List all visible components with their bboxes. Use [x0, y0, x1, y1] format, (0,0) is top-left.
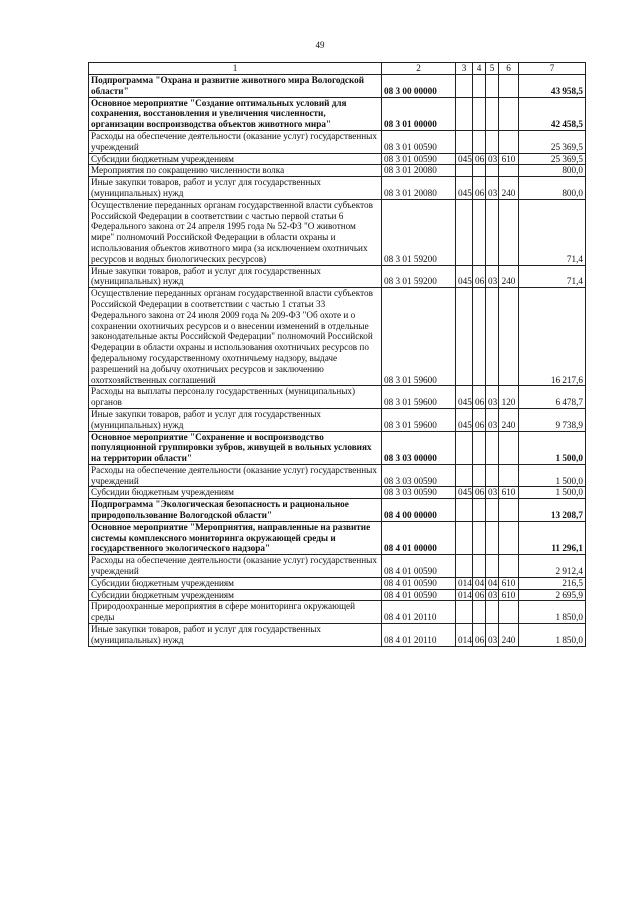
row-name: Расходы на обеспечение деятельности (оказание услуг) государственных учреждений — [89, 464, 382, 487]
row-expense-type — [499, 499, 519, 522]
row-code: 08 4 01 00590 — [382, 577, 456, 589]
row-name: Подпрограмма "Охрана и развитие животного мира Вологодской области" — [89, 75, 382, 98]
row-name: Субсидии бюджетным учреждениям — [89, 589, 382, 601]
budget-table — [88, 62, 586, 647]
row-section: 06 — [473, 153, 486, 165]
row-subsection — [486, 75, 499, 98]
row-amount: 6 478,7 — [519, 386, 586, 409]
row-expense-type — [499, 431, 519, 464]
row-code: 08 4 01 00590 — [382, 589, 456, 601]
row-admin-code: 014 — [456, 624, 473, 647]
row-subsection: 04 — [486, 577, 499, 589]
row-amount: 42 458,5 — [519, 97, 586, 130]
row-admin-code — [456, 97, 473, 130]
row-subsection — [486, 130, 499, 153]
row-expense-type — [499, 130, 519, 153]
row-amount: 25 369,5 — [519, 130, 586, 153]
row-section — [473, 97, 486, 130]
row-expense-type: 240 — [499, 408, 519, 431]
row-subsection — [486, 288, 499, 386]
table-row — [89, 589, 586, 601]
header-col-3: 3 — [456, 63, 473, 75]
row-subsection: 03 — [486, 386, 499, 409]
row-code: 08 4 01 20110 — [382, 601, 456, 624]
row-amount: 25 369,5 — [519, 153, 586, 165]
table-row — [89, 177, 586, 200]
row-expense-type: 240 — [499, 265, 519, 288]
row-amount: 1 850,0 — [519, 624, 586, 647]
row-amount: 1 500,0 — [519, 464, 586, 487]
row-name: Расходы на обеспечение деятельности (оказание услуг) государственных учреждений — [89, 555, 382, 578]
table-row — [89, 130, 586, 153]
row-subsection: 03 — [486, 265, 499, 288]
table-row — [89, 499, 586, 522]
table-header-row — [89, 63, 586, 75]
row-name: Расходы на обеспечение деятельности (оказание услуг) государственных учреждений — [89, 130, 382, 153]
row-amount: 71,4 — [519, 199, 586, 265]
row-code: 08 3 01 59200 — [382, 265, 456, 288]
header-col-7: 7 — [519, 63, 586, 75]
row-amount: 1 850,0 — [519, 601, 586, 624]
row-subsection — [486, 199, 499, 265]
row-subsection — [486, 555, 499, 578]
row-section: 04 — [473, 577, 486, 589]
row-amount: 43 958,5 — [519, 75, 586, 98]
row-code: 08 3 01 59600 — [382, 386, 456, 409]
header-col-1: 1 — [89, 63, 382, 75]
row-amount: 2 912,4 — [519, 555, 586, 578]
row-admin-code: 045 — [456, 153, 473, 165]
table-row — [89, 431, 586, 464]
table-row — [89, 487, 586, 499]
row-code: 08 3 01 00000 — [382, 97, 456, 130]
table-row — [89, 199, 586, 265]
row-admin-code — [456, 601, 473, 624]
row-section — [473, 130, 486, 153]
table-row — [89, 153, 586, 165]
table-row — [89, 165, 586, 177]
page-number: 49 — [315, 40, 325, 50]
row-admin-code — [456, 130, 473, 153]
table-row — [89, 624, 586, 647]
table-row — [89, 521, 586, 554]
row-amount: 2 695,9 — [519, 589, 586, 601]
row-admin-code — [456, 288, 473, 386]
row-subsection — [486, 464, 499, 487]
row-code: 08 3 00 00000 — [382, 75, 456, 98]
row-subsection — [486, 601, 499, 624]
row-code: 08 3 03 00590 — [382, 464, 456, 487]
row-section — [473, 521, 486, 554]
row-admin-code — [456, 75, 473, 98]
row-admin-code — [456, 464, 473, 487]
row-section — [473, 199, 486, 265]
table-row — [89, 386, 586, 409]
row-section: 06 — [473, 487, 486, 499]
row-admin-code: 045 — [456, 386, 473, 409]
table-row — [89, 464, 586, 487]
table-row — [89, 288, 586, 386]
row-admin-code — [456, 555, 473, 578]
row-code: 08 4 00 00000 — [382, 499, 456, 522]
row-code: 08 4 01 00000 — [382, 521, 456, 554]
row-expense-type — [499, 521, 519, 554]
row-admin-code: 014 — [456, 577, 473, 589]
row-name: Подпрограмма "Экологическая безопасность и рациональное природопользование Вологодской области" — [89, 499, 382, 522]
row-name: Мероприятия по сокращению численности волка — [89, 165, 382, 177]
row-subsection: 03 — [486, 487, 499, 499]
row-section — [473, 288, 486, 386]
row-code: 08 3 01 00590 — [382, 130, 456, 153]
row-admin-code — [456, 431, 473, 464]
row-subsection: 03 — [486, 177, 499, 200]
table-row — [89, 408, 586, 431]
row-amount: 216,5 — [519, 577, 586, 589]
row-admin-code: 045 — [456, 408, 473, 431]
row-expense-type — [499, 555, 519, 578]
row-subsection: 03 — [486, 408, 499, 431]
row-admin-code — [456, 199, 473, 265]
row-name: Иные закупки товаров, работ и услуг для государственных (муниципальных) нужд — [89, 624, 382, 647]
row-code: 08 3 03 00000 — [382, 431, 456, 464]
row-name: Иные закупки товаров, работ и услуг для государственных (муниципальных) нужд — [89, 177, 382, 200]
row-subsection — [486, 165, 499, 177]
header-col-5: 5 — [486, 63, 499, 75]
row-subsection: 03 — [486, 624, 499, 647]
row-section — [473, 165, 486, 177]
header-col-4: 4 — [473, 63, 486, 75]
table-row — [89, 75, 586, 98]
row-section — [473, 431, 486, 464]
row-amount: 71,4 — [519, 265, 586, 288]
row-amount: 9 738,9 — [519, 408, 586, 431]
row-admin-code: 045 — [456, 265, 473, 288]
row-subsection — [486, 97, 499, 130]
row-subsection — [486, 521, 499, 554]
row-amount: 13 208,7 — [519, 499, 586, 522]
row-amount: 1 500,0 — [519, 487, 586, 499]
row-expense-type — [499, 464, 519, 487]
row-section: 06 — [473, 265, 486, 288]
row-section: 06 — [473, 589, 486, 601]
row-subsection: 03 — [486, 153, 499, 165]
row-amount: 1 500,0 — [519, 431, 586, 464]
row-amount: 11 296,1 — [519, 521, 586, 554]
row-name: Природоохранные мероприятия в сфере мониторинга окружающей среды — [89, 601, 382, 624]
row-expense-type — [499, 165, 519, 177]
row-admin-code — [456, 165, 473, 177]
row-section: 06 — [473, 408, 486, 431]
row-section — [473, 464, 486, 487]
row-subsection — [486, 431, 499, 464]
row-admin-code: 045 — [456, 487, 473, 499]
row-name: Основное мероприятие "Сохранение и воспроизводство популяционной группировки зубров, живущей в вольных условиях на территории области" — [89, 431, 382, 464]
row-subsection — [486, 499, 499, 522]
table-row — [89, 97, 586, 130]
row-name: Расходы на выплаты персоналу государственных (муниципальных) органов — [89, 386, 382, 409]
row-code: 08 4 01 20110 — [382, 624, 456, 647]
row-name: Субсидии бюджетным учреждениям — [89, 487, 382, 499]
row-code: 08 3 01 59600 — [382, 288, 456, 386]
row-code: 08 3 03 00590 — [382, 487, 456, 499]
row-name: Субсидии бюджетным учреждениям — [89, 577, 382, 589]
row-name: Иные закупки товаров, работ и услуг для государственных (муниципальных) нужд — [89, 408, 382, 431]
row-code: 08 3 01 59600 — [382, 408, 456, 431]
row-section — [473, 601, 486, 624]
row-section — [473, 499, 486, 522]
row-name: Основное мероприятие "Мероприятия, направленные на развитие системы комплексного мониторинга окружающей среды и государственного экологического надзора" — [89, 521, 382, 554]
row-expense-type — [499, 601, 519, 624]
header-col-6: 6 — [499, 63, 519, 75]
row-expense-type — [499, 75, 519, 98]
row-amount: 800,0 — [519, 177, 586, 200]
row-subsection: 03 — [486, 589, 499, 601]
row-code: 08 3 01 20080 — [382, 177, 456, 200]
row-expense-type: 120 — [499, 386, 519, 409]
row-expense-type — [499, 199, 519, 265]
row-amount: 16 217,6 — [519, 288, 586, 386]
row-code: 08 3 01 20080 — [382, 165, 456, 177]
row-expense-type: 610 — [499, 577, 519, 589]
row-name: Субсидии бюджетным учреждениям — [89, 153, 382, 165]
table-row — [89, 265, 586, 288]
header-col-2: 2 — [382, 63, 456, 75]
row-admin-code: 014 — [456, 589, 473, 601]
table-row — [89, 555, 586, 578]
row-amount: 800,0 — [519, 165, 586, 177]
row-expense-type — [499, 288, 519, 386]
row-section — [473, 75, 486, 98]
row-admin-code — [456, 521, 473, 554]
row-expense-type: 240 — [499, 177, 519, 200]
row-expense-type: 610 — [499, 589, 519, 601]
row-expense-type: 240 — [499, 624, 519, 647]
row-admin-code: 045 — [456, 177, 473, 200]
row-name: Осуществление переданных органам государственной власти субъектов Российской Федерации в соответствии с частью 1 статьи 33 Федерального закона от 24 июля 2009 года № 209-ФЗ "Об охоте и о сохранении охотничьих ресурсов и о внесении изменений в отдельные законодательные акты Российской Федерации" полномочий Российской Федерации в области охраны и использования охотничьих ресурсов по федеральному государственному охотничьему надзору, выдаче разрешений на добычу охотничьих ресурсов и заключению охотхозяйственных соглашений — [89, 288, 382, 386]
row-section — [473, 555, 486, 578]
row-expense-type: 610 — [499, 153, 519, 165]
row-name: Иные закупки товаров, работ и услуг для государственных (муниципальных) нужд — [89, 265, 382, 288]
row-section: 06 — [473, 624, 486, 647]
table-row — [89, 577, 586, 589]
table-row — [89, 601, 586, 624]
row-admin-code — [456, 499, 473, 522]
row-section: 06 — [473, 386, 486, 409]
row-name: Осуществление переданных органам государственной власти субъектов Российской Федерации в соответствии с частью первой статьи 6 Федерального закона от 24 апреля 1995 года № 52-ФЗ "О животном мире" полномочий Российской Федерации в области охраны и использования объектов животного мира (за исключением охотничьих ресурсов и водных биологических ресурсов) — [89, 199, 382, 265]
row-expense-type: 610 — [499, 487, 519, 499]
row-code: 08 4 01 00590 — [382, 555, 456, 578]
row-name: Основное мероприятие "Создание оптимальных условий для сохранения, восстановления и увеличения численности, организации воспроизводства объектов животного мира" — [89, 97, 382, 130]
row-section: 06 — [473, 177, 486, 200]
row-expense-type — [499, 97, 519, 130]
row-code: 08 3 01 00590 — [382, 153, 456, 165]
row-code: 08 3 01 59200 — [382, 199, 456, 265]
